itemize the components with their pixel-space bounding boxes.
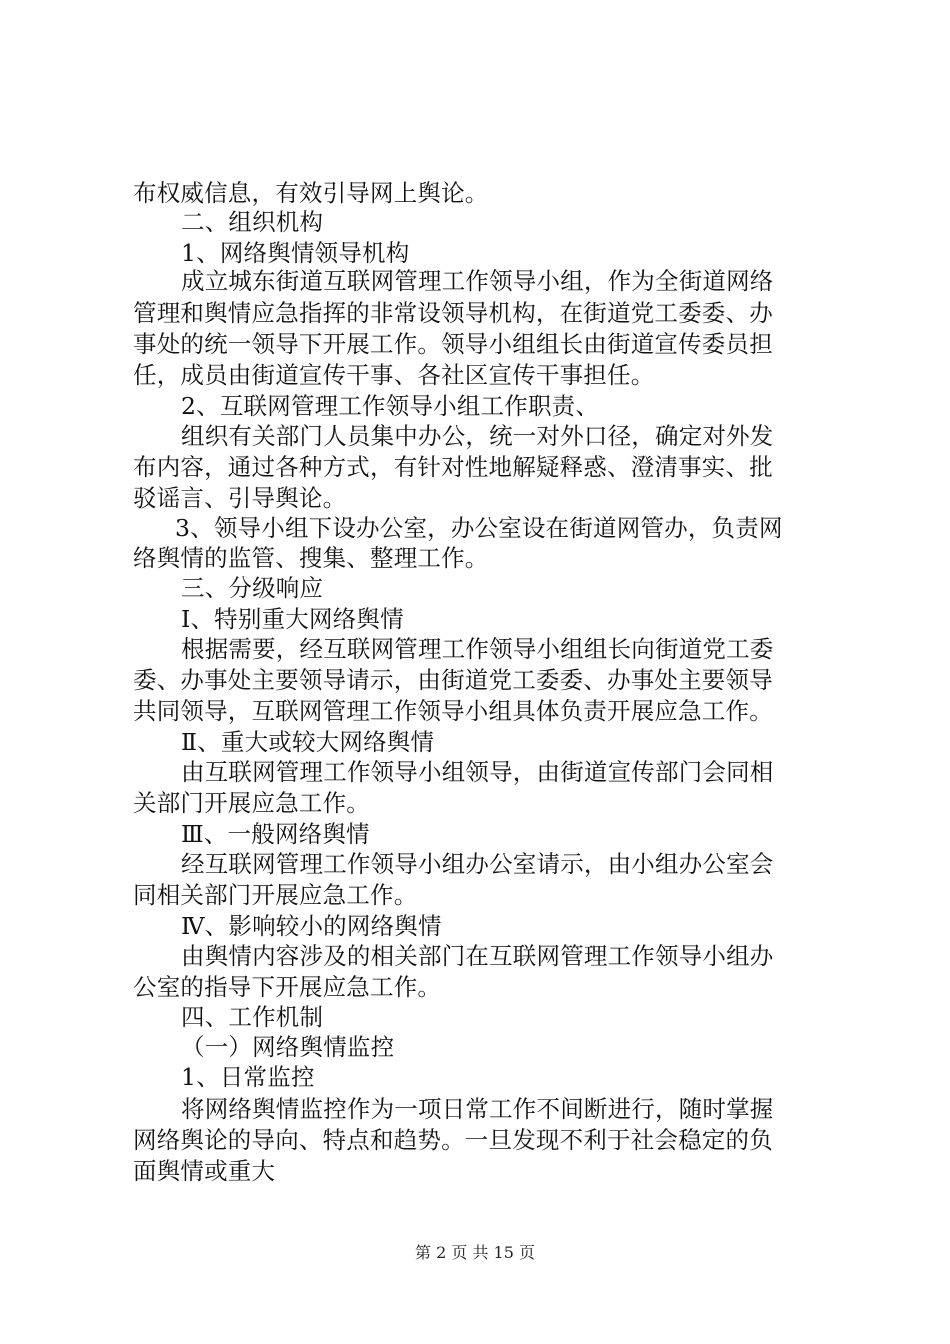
subheading-daily-monitoring: 1、日常监控 bbox=[181, 1063, 315, 1091]
body-line-32: 网络舆论的导向、特点和趋势。一旦发现不利于社会稳定的负 bbox=[133, 1126, 773, 1154]
body-line-7: 任，成员由街道宣传干事、各社区宣传干事担任。 bbox=[133, 361, 655, 389]
body-line-12: 3、领导小组下设办公室，办公室设在街道网管办，负责网 bbox=[175, 514, 783, 542]
subheading-level-2: Ⅱ、重大或较大网络舆情 bbox=[181, 728, 435, 756]
subheading-level-1: Ⅰ、特别重大网络舆情 bbox=[181, 605, 404, 633]
body-line-17: 委、办事处主要领导请示，由街道党工委委、办事处主要领导 bbox=[133, 666, 773, 694]
body-line-33: 面舆情或重大 bbox=[133, 1157, 276, 1185]
subheading-level-3: Ⅲ、一般网络舆情 bbox=[181, 820, 370, 848]
page-footer: 第 2 页 共 15 页 bbox=[415, 1243, 535, 1262]
subheading-monitoring: （一）网络舆情监控 bbox=[181, 1033, 395, 1061]
subheading-leadership: 1、网络舆情领导机构 bbox=[181, 239, 410, 267]
body-line-26: 由舆情内容涉及的相关部门在互联网管理工作领导小组办 bbox=[181, 942, 774, 970]
body-line-16: 根据需要，经互联网管理工作领导小组组长向街道党工委 bbox=[181, 635, 774, 663]
body-line-1: 布权威信息，有效引导网上舆论。 bbox=[133, 179, 489, 207]
body-line-24: 同相关部门开展应急工作。 bbox=[133, 881, 418, 909]
body-line-18: 共同领导，互联网管理工作领导小组具体负责开展应急工作。 bbox=[133, 697, 773, 725]
section-heading-response: 三、分级响应 bbox=[181, 574, 324, 602]
body-line-6: 事处的统一领导下开展工作。领导小组组长由街道宣传委员担 bbox=[133, 330, 773, 358]
body-line-23: 经互联网管理工作领导小组办公室请示，由小组办公室会 bbox=[181, 850, 774, 878]
body-line-4: 成立城东街道互联网管理工作领导小组，作为全街道网络 bbox=[181, 267, 774, 295]
body-line-11: 驳谣言、引导舆论。 bbox=[133, 484, 347, 512]
section-heading-mechanism: 四、工作机制 bbox=[181, 1003, 324, 1031]
body-line-31: 将网络舆情监控作为一项日常工作不间断进行，随时掌握 bbox=[181, 1095, 774, 1123]
body-line-21: 关部门开展应急工作。 bbox=[133, 789, 370, 817]
body-line-9: 组织有关部门人员集中办公，统一对外口径，确定对外发 bbox=[181, 422, 774, 450]
body-line-20: 由互联网管理工作领导小组领导，由街道宣传部门会同相 bbox=[181, 758, 774, 786]
body-line-27: 公室的指导下开展应急工作。 bbox=[133, 973, 442, 1001]
body-line-5: 管理和舆情应急指挥的非常设领导机构，在街道党工委委、办 bbox=[133, 299, 773, 327]
body-line-13: 络舆情的监管、搜集、整理工作。 bbox=[133, 544, 489, 572]
section-heading-org: 二、组织机构 bbox=[181, 208, 324, 236]
body-line-10: 布内容，通过各种方式，有针对性地解疑释惑、澄清事实、批 bbox=[133, 453, 773, 481]
subheading-level-4: Ⅳ、影响较小的网络舆情 bbox=[181, 912, 442, 940]
subheading-duties: 2、互联网管理工作领导小组工作职责、 bbox=[181, 392, 600, 420]
